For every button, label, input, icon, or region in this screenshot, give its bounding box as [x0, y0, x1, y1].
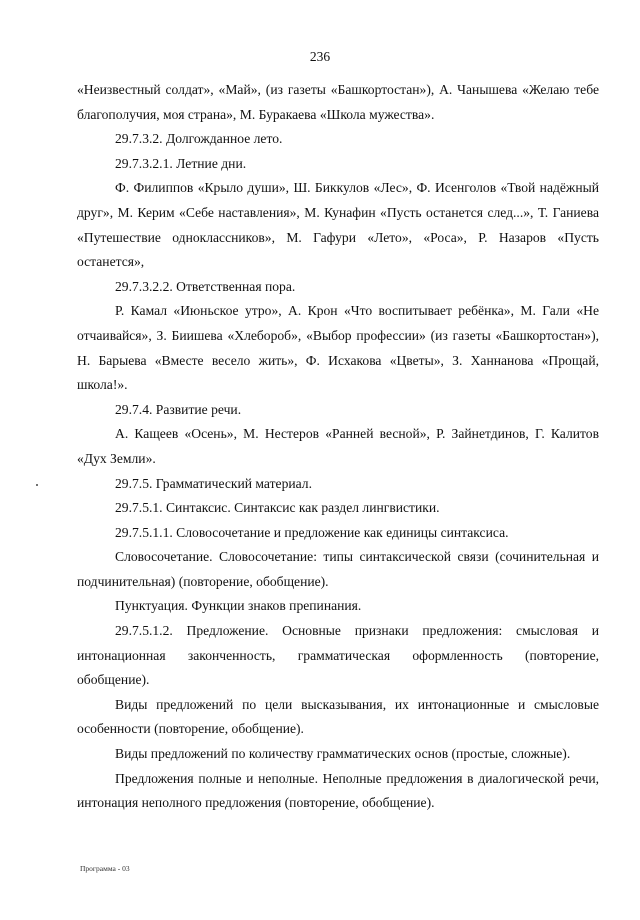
paragraph: Ф. Филиппов «Крыло души», Ш. Биккулов «Лес», Ф. Исенголов «Твой надёжный друг», М. Керим «Себе наставления», М. Кунафин «Пусть останется след...», Т. Ганиева «Путешествие одноклассников», М. Гафури «Лето», «Роса», Р. Назаров «Пусть останется»,	[77, 180, 599, 270]
page-number: 236	[309, 49, 331, 64]
document-body	[77, 78, 599, 816]
paragraph: 29.7.5. Грамматический материал.	[115, 475, 312, 491]
paragraph: Предложения полные и неполные. Неполные предложения в диалогической речи, интонация неполного предложения (повторение, обобщение).	[77, 770, 599, 811]
paragraph: А. Кащеев «Осень», М. Нестеров «Ранней весной», Р. Зайнетдинов, Г. Калитов «Дух Земли».	[77, 426, 599, 466]
scan-speck	[36, 484, 38, 486]
paragraph: 29.7.5.1.1. Словосочетание и предложение как единицы синтаксиса.	[115, 524, 509, 540]
paragraph: Виды предложений по количеству грамматических основ (простые, сложные).	[115, 746, 571, 762]
paragraph: Р. Камал «Июньское утро», А. Крон «Что воспитывает ребёнка», М. Гали «Не отчаивайся», З. Биишева «Хлебороб», «Выбор профессии» (из газеты «Башкортостан»), Н. Барыева «Вместе весело жить», Ф. Исхакова «Цветы», З. Ханнанова «Прощай, школа!».	[77, 303, 599, 393]
paragraph: Пунктуация. Функции знаков препинания.	[115, 598, 362, 614]
footer-label: Программа - 03	[80, 864, 130, 873]
paragraph: 29.7.5.1.2. Предложение. Основные признаки предложения: смысловая и интонационная законченность, грамматическая оформленность (повторение, обобщение).	[77, 623, 599, 688]
paragraph: 29.7.3.2. Долгожданное лето.	[115, 131, 283, 147]
paragraph: 29.7.3.2.1. Летние дни.	[115, 155, 247, 171]
paragraph: 29.7.4. Развитие речи.	[115, 401, 242, 417]
paragraph: Словосочетание. Словосочетание: типы синтаксической связи (сочинительная и подчинительная) (повторение, обобщение).	[77, 549, 599, 589]
paragraph: «Неизвестный солдат», «Май», (из газеты «Башкортостан»), А. Чанышева «Желаю тебе благополучия, моя страна», М. Буракаева «Школа мужества».	[77, 82, 599, 122]
paragraph: 29.7.5.1. Синтаксис. Синтаксис как раздел лингвистики.	[115, 500, 440, 516]
paragraph: Виды предложений по цели высказывания, их интонационные и смысловые особенности (повторение, обобщение).	[77, 696, 599, 737]
paragraph: 29.7.3.2.2. Ответственная пора.	[115, 278, 296, 294]
